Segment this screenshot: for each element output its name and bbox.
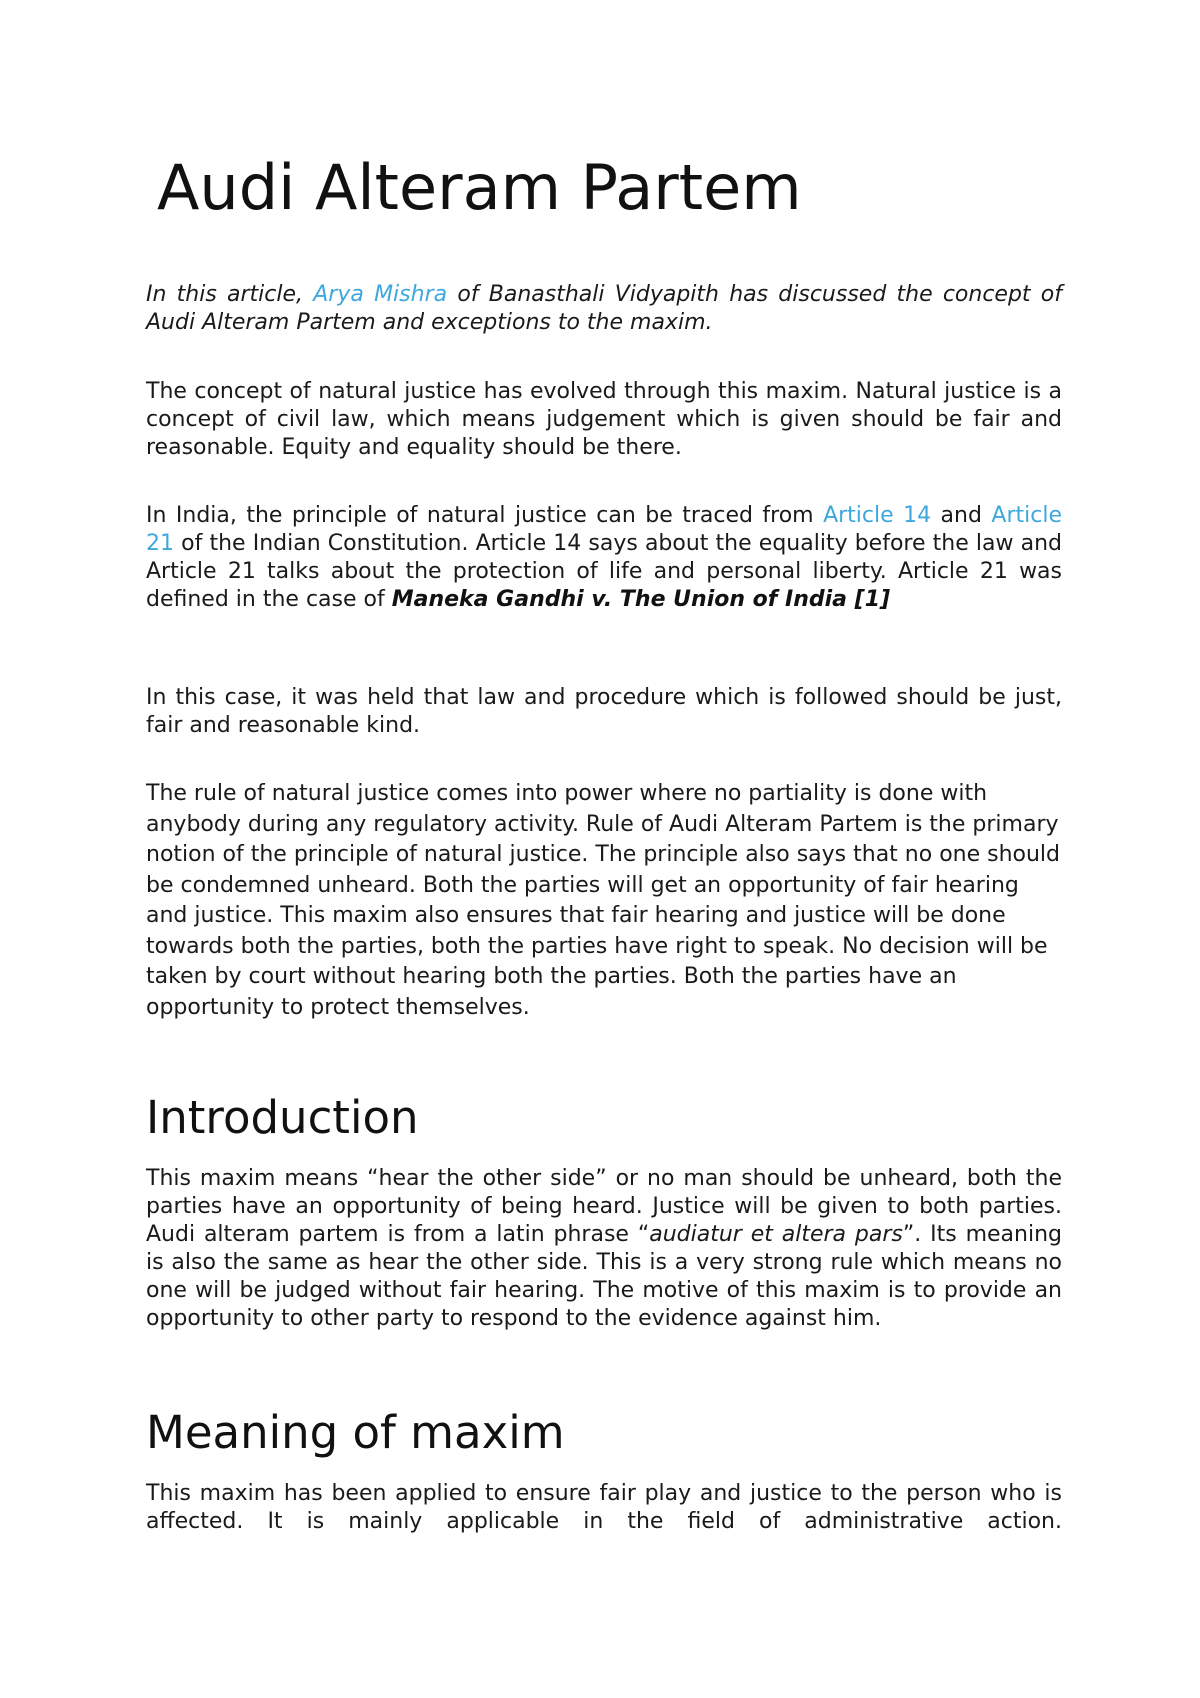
paragraph-text: In India, the principle of natural justice can be traced from: [146, 503, 824, 528]
latin-phrase: audiatur et altera pars: [649, 1222, 903, 1247]
paragraph-text: ”. Its meaning is also the same as hear the other side. This is a very strong rule which means no one will be judged without fair hearing. The motive of this maxim is to provide an opportunity to other party to respond to the evidence against him.: [146, 1222, 1062, 1331]
heading-introduction: Introduction: [146, 1091, 419, 1144]
case-citation: Maneka Gandhi v. The Union of India [1]: [391, 587, 891, 612]
paragraph-rule-natural-justice: The rule of natural justice comes into power where no partiality is done with anybody during any regulatory activity. Rule of Audi Alteram Partem is the primary notion of the principle of natural justice. The principle also says that no one should be condemned unheard. Both the parties will get an opportunity of fair hearing and justice. This maxim also ensures that fair hearing and justice will be done towards both the parties, both the parties have right to speak. No decision will be taken by court without hearing both the parties. Both the parties have an opportunity to protect themselves.: [146, 781, 1061, 1020]
paragraph-india-principle: [146, 502, 1062, 614]
paragraph-case-held: In this case, it was held that law and procedure which is followed should be just, fair and reasonable kind.: [146, 685, 1062, 738]
paragraph-text: This maxim means “hear the other side” or no man should be unheard, both the parties have an opportunity of being heard. Justice will be given to both parties. Audi alteram partem is from a latin phrase “: [146, 1166, 1062, 1247]
paragraph-text: of the Indian Constitution. Article 14 says about the equality before the law and Article 21 talks about the protection of life and personal liberty. Article 21 was defined in the case of: [146, 531, 1062, 612]
heading-meaning-of-maxim: Meaning of maxim: [146, 1406, 565, 1459]
paragraph-text: and: [931, 503, 992, 528]
intro-prefix: In this article,: [146, 282, 314, 307]
paragraph-natural-justice: The concept of natural justice has evolved through this maxim. Natural justice is a concept of civil law, which means judgement which is given should be fair and reasonable. Equity and equality should be there.: [146, 379, 1062, 460]
meaning-paragraph: This maxim has been applied to ensure fair play and justice to the person who is affected. It is mainly applicable in the field of administrative action.: [146, 1481, 1062, 1534]
article-21-link[interactable]: Article 21: [146, 503, 1062, 556]
intro-paragraph: [146, 281, 1062, 337]
intro-suffix: of Banasthali Vidyapith has discussed the concept of Audi Alteram Partem and exceptions to the maxim.: [146, 282, 1062, 335]
introduction-paragraph: [146, 1165, 1062, 1333]
page-title: Audi Alteram Partem: [157, 151, 802, 224]
article-14-link[interactable]: Article 14: [823, 503, 932, 528]
author-link[interactable]: Arya Mishra: [313, 282, 448, 307]
